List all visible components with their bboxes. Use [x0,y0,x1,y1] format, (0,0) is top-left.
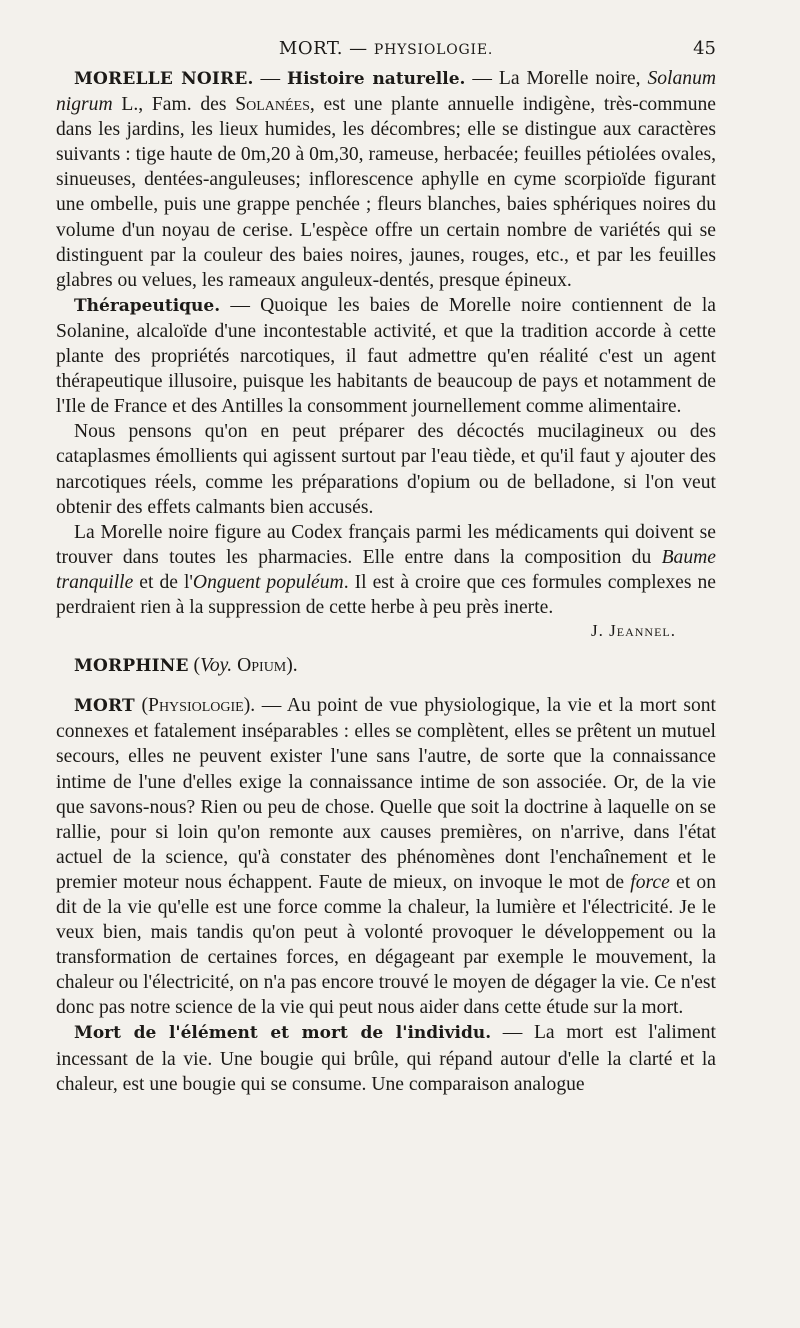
species-name: Solanum nigrum [56,68,717,116]
family-name: Solanées [235,94,310,116]
paragraph-mort: MORT (Physiologie). — Au point de vue physiologique, la vie et la mort sont connexes et fatalement inséparables : elles se complètent, elles se prêtent un mutuel secours, elles ne peuvent exister l'une sans l'autre, de sorte que la connaissance intime de l'une d'elles exige la connaissance intime de son associée. Or, de la vie que savons-nous? Rien ou peu de chose. Quelle que soit la doctrine à laquelle on se rallie, pour si loin qu'on remonte aux causes premières, on n'arrive, dans l'état actuel de la science, qu'à constater des phénomènes dont l'enchaînement et le premier moteur nous échappent. Faute de mieux, on invoque le mot de force et on dit de la vie qu'elle est une force comme la chaleur, la lumière et l'électricité. Je le veux bien, mais tandis qu'on peut à volonté provoquer le développement ou la transformation de certaines forces, en dégageant par exemple le mouvement, la chaleur ou l'électricité, on n'a pas encore trouvé le moyen de dégager la vie. Ce n'est donc pas notre science de la vie qui peut nous aider dans cette étude sur la mort. [56,695,716,1019]
mort-physiologie: (Physiologie) [134,695,251,717]
paragraph-morphine: MORPHINE (Voy. Opium). [74,655,298,677]
running-header [56,38,716,66]
paragraph-therapeutique: Thérapeutique. — Quoique les baies de Morelle noire contiennent de la Solanine, alcaloïde d'une incontestable activité, et que la tradition accorde à cette plante des propriétés narcotiques, il faut admettre qu'en réalité c'est un agent thérapeutique illusoire, puisque les habitants de beaucoup de pays et notamment de l'Ile de France et des Antilles la consomment journellement comme alimentaire. [56,294,716,418]
paragraph-mort-element: Mort de l'élément et mort de l'individu. — La mort est l'aliment incessant de la vie. Une bougie qui brûle, qui répand autour d'elle la clarté et la chaleur, est une bougie qui se consume. Une comparaison analogue [56,1022,716,1095]
paragraph-codex: La Morelle noire figure au Codex français parmi les médicaments qui doivent se trouver dans toutes les pharmacies. Elle entre dans la composition du Baume tranquille et de l'Onguent populéum. Il est à croire que ces formules complexes ne perdraient rien à la suppression de cette herbe à peu près inerte. [56,521,716,618]
word-force: force [630,871,670,893]
subhead-therapeutique: Thérapeutique. [74,295,221,316]
running-title: MORT. — PHYSIOLOGIE. [278,38,494,59]
onguent-populeum: Onguent populéum [192,571,344,593]
headword-mort: MORT [74,696,135,717]
baume-tranquille: Baume tranquille [56,546,716,593]
author-signature: J. Jeannel. [591,621,676,641]
subhead-histoire-naturelle: Histoire naturelle. [287,69,466,89]
paragraph-morelle: MORELLE NOIRE. — Histoire naturelle. — La Morelle noire, Solanum nigrum L., Fam. des Solanées, est une plante annuelle indigène, très-commune dans les jardins, les lieux humides, les décombres; elle se distingue aux caractères suivants : tige haute de 0m,20 à 0m,30, rameuse, herbacée; feuilles pétiolées ovales, sinueuses, dentées-anguleuses; inflorescence aphylle en cyme scorpioïde figurant une ombelle, puis une grappe penchée ; fleurs blanches, baies sphériques noires du volume d'un noyau de cerise. L'espèce offre un certain nombre de variétés qui se distinguent par la couleur des baies noires, jaunes, rouges, etc., et par les feuilles glabres ou velues, les rameaux anguleux-dentés, presque épineux. [56,68,717,291]
headword-morphine: MORPHINE [74,656,189,677]
headword-morelle-noire: MORELLE NOIRE. [74,69,254,89]
page-number: 45 [693,38,716,59]
article-body [56,66,716,1097]
cross-reference-opium: Opium [232,655,287,677]
paragraph-nous-pensons: Nous pensons qu'on en peut préparer des décoctés mucilagineux ou des cataplasmes émollients qui agissent surtout par l'eau tiède, et qu'il faut y ajouter des narcotiques réels, comme les préparations d'opium ou de belladone, si l'on veut obtenir des effets calmants bien accusés. [56,421,716,518]
subhead-mort-element: Mort de l'élément et mort de l'individu. [74,1023,492,1044]
